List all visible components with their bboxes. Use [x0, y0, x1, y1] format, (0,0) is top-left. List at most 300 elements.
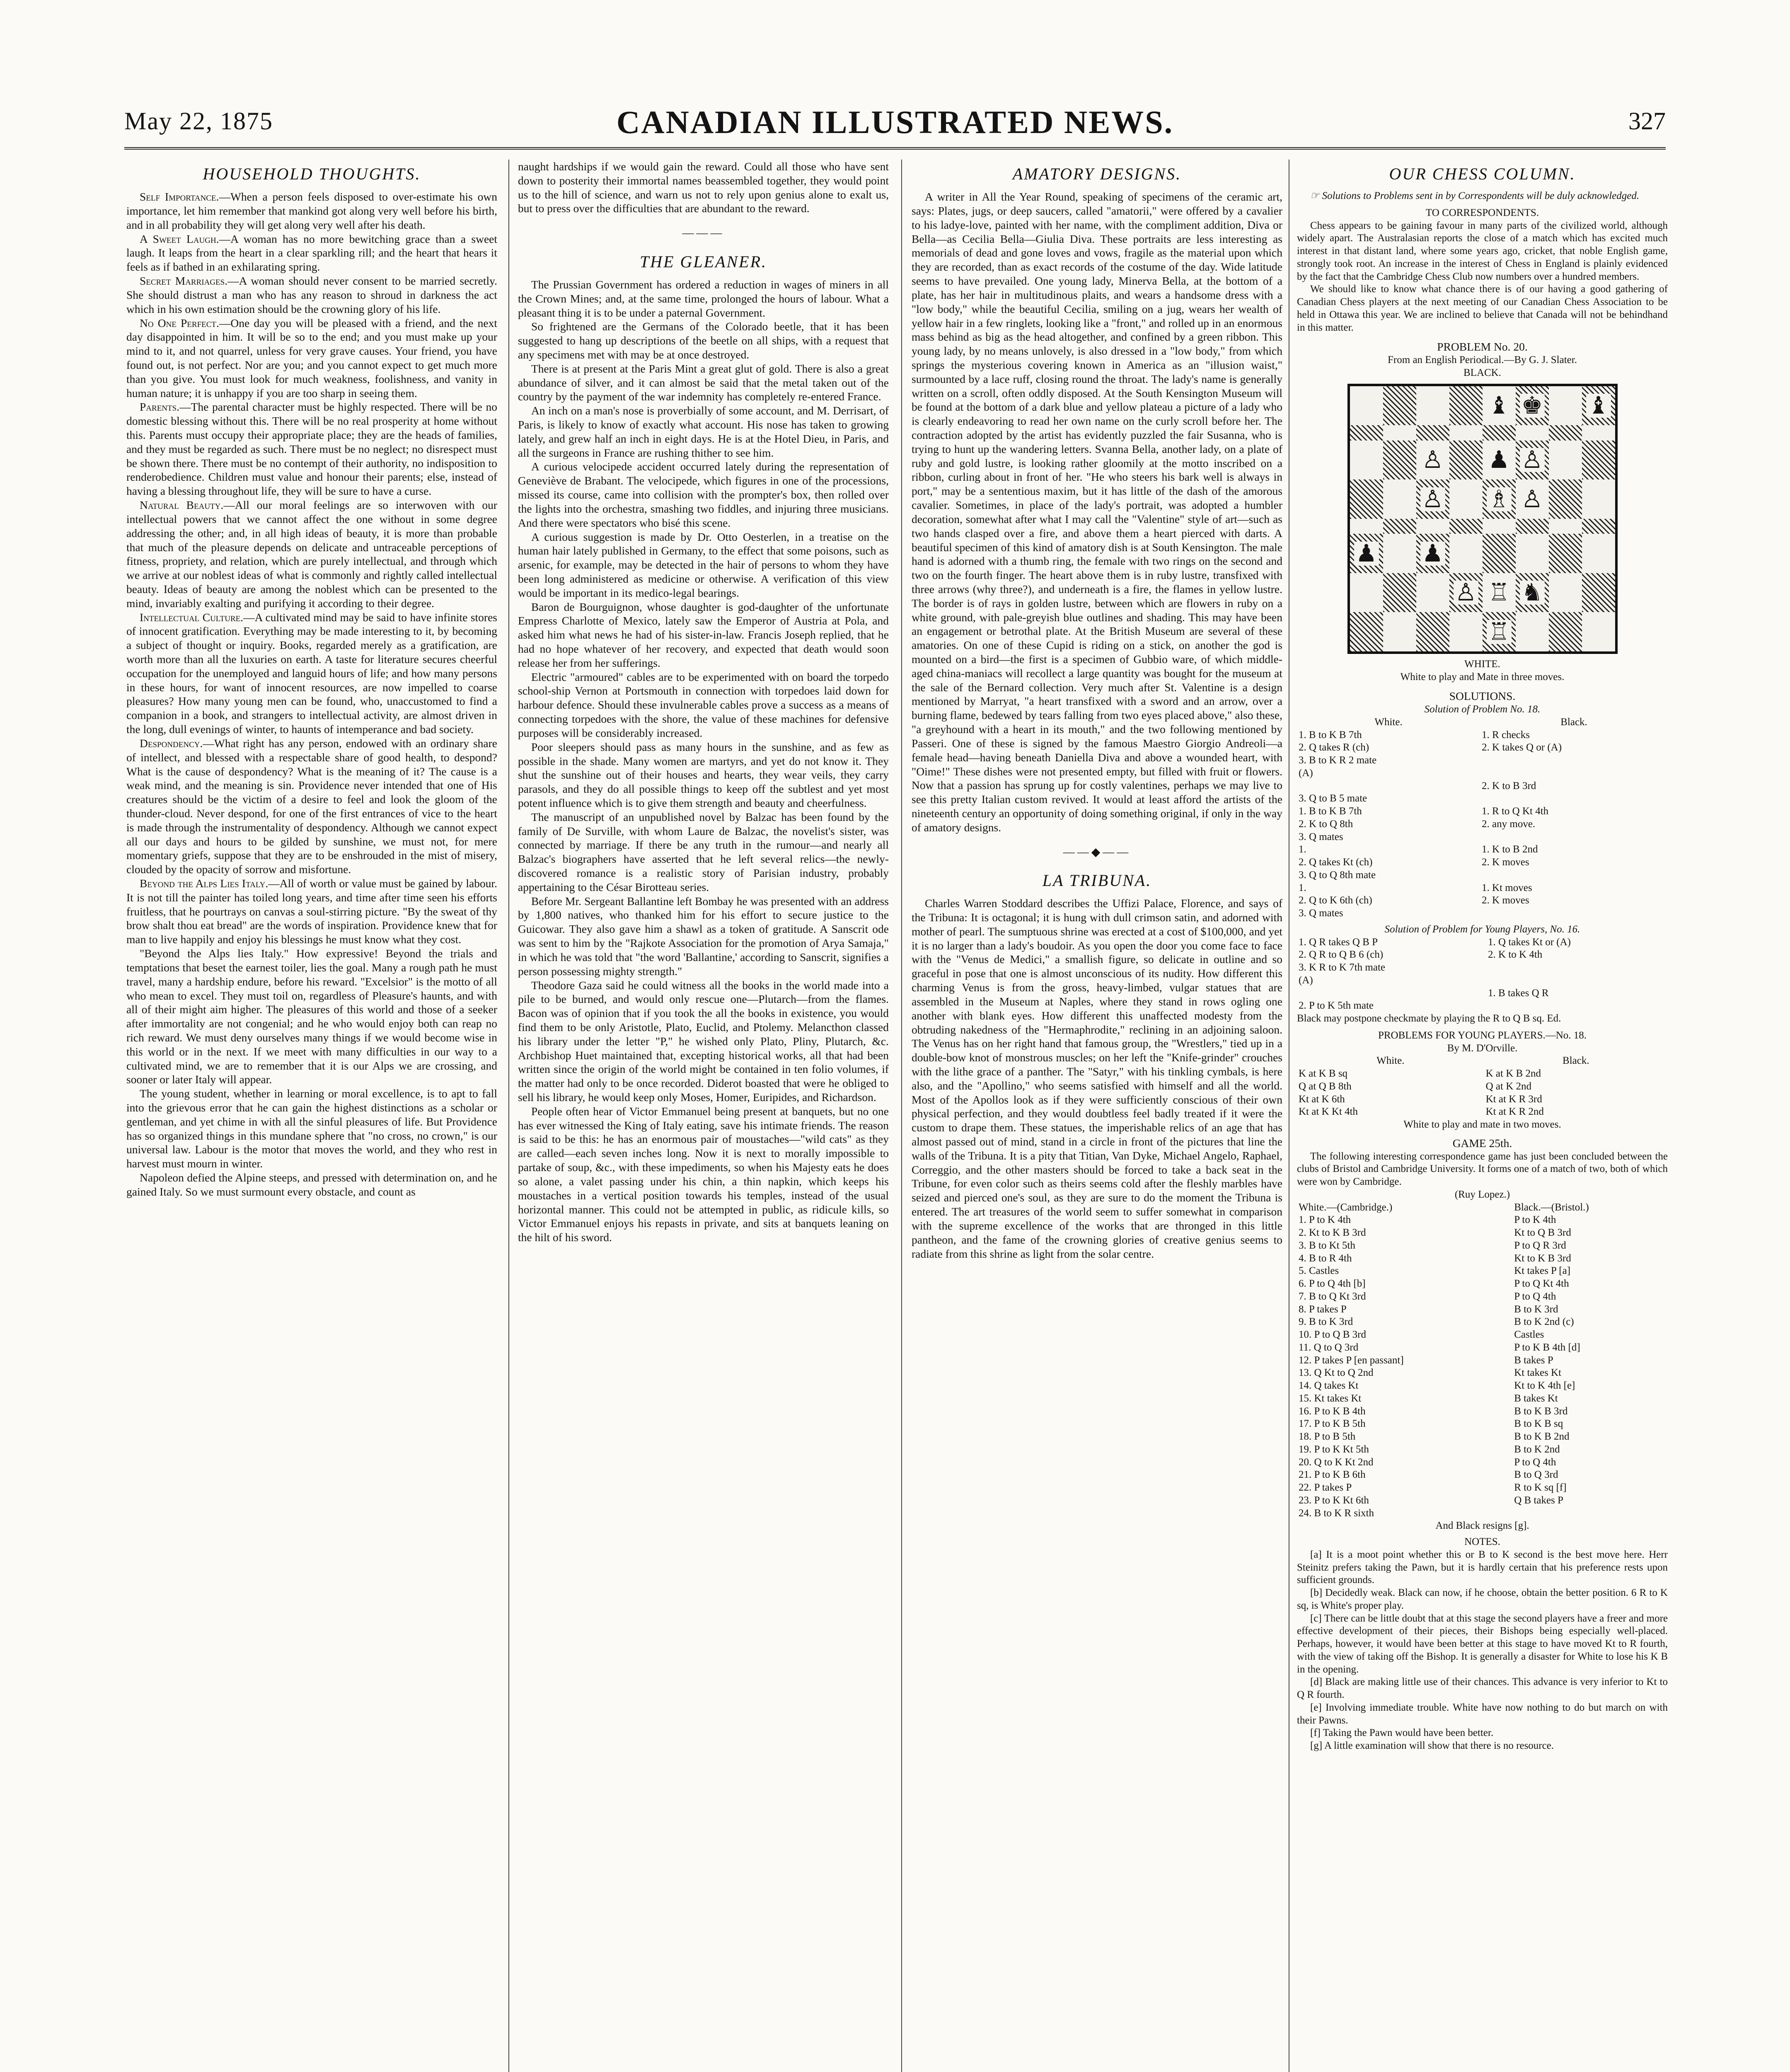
- board-square: [1516, 573, 1549, 612]
- game-moves-table: [1297, 1201, 1668, 1520]
- white-move: 13. Q Kt to Q 2nd: [1299, 1367, 1374, 1379]
- white-move: (A): [1299, 974, 1313, 986]
- board-square: [1582, 441, 1615, 480]
- board-square: [1516, 441, 1549, 480]
- move-row: [1297, 780, 1668, 793]
- white-move: 6. P to Q 4th [b]: [1299, 1278, 1366, 1290]
- white-move: Q at Q B 8th: [1299, 1080, 1352, 1092]
- white-move: 1. B to K B 7th: [1299, 806, 1362, 817]
- paragraph: An inch on a man's nose is proverbially of some account, and M. Derrisart, of Paris, is likely to know of exactly what account. His nose has taken to growing lately, and grew half an inch in eight days. He is at the Hotel Dieu, in Paris, and all the surgeons in France are rushing thither to see him.: [518, 404, 889, 459]
- problem-caption: White to play and Mate in three moves.: [1400, 671, 1565, 683]
- paragraph: Charles Warren Stoddard describes the Uffizi Palace, Florence, and says of the Tribuna: It is octagonal; it is hung with dull crimson satin, and adorned with mother of pearl. The sumptuous shrine was erected at a cost of $100,000, and yet it is no larger than a lady's boudoir. As you open the door you come face to face with the "Venus de Medici," a smallish figure, so delicate in outline and so graceful in pose that one is almost unconscious of its nudity. How different this charming Venus is from the gross, heavy-limbed, vulgar statues that are assembled in the Museum at Naples, where they stand in rows ogling one another with blank eyes. How different this unaffected modesty from the obtruding nakedness of the "Hermaphrodite," reclining in an adjoining saloon. The Venus has on her right hand that famous group, the "Wrestlers," tied up in a double-bow knot of monstrous muscles; on her left the "Knife-grinder" crouches with the lithe grace of a panther. The "Satyr," with his tinkling cymbals, is here also, and the "Apollino," who seems satisfied with himself and all the world. Most of the Apollos look as if they were sufficiently conscious of their own physical perfection, and they would doubtless feel badly treated if it were the custom to drape them. These statues, the imperishable relics of an age that has almost passed out of mind, stand in a circle in front of the pictures that line the walls of the Tribuna. It is a pity that Titian, Van Dyke, Michael Angelo, Raphael, Correggio, and the other masters should be forced to take a back seat in the Tribune, for even color such as theirs seems cold after the fleshly marbles have seized and pierced one's soul, as they are sure to do the moment the Tribuna is entered. The art treasures of the world seem to suffer somewhat in comparison with the supreme excellence of the works that are thronged in this little pantheon, and the fame of the crowning glories of creative genius seems to radiate from this shrine as light from the solar centre.: [912, 897, 1282, 1260]
- black-move: 2. K takes Q or (A): [1482, 742, 1562, 753]
- board-square: [1383, 534, 1416, 573]
- board-square: [1483, 612, 1516, 651]
- board-square: [1383, 519, 1416, 534]
- paragraph: [126, 610, 497, 736]
- page-number: 327: [1628, 107, 1666, 135]
- white-move: 1. Q R takes Q B P: [1299, 936, 1378, 948]
- white-move: 8. P takes P: [1299, 1303, 1347, 1315]
- paragraph-text: —A cultivated mind may be said to have infinite stores of innocent gratification. Everything may be made interesting to it, by becoming a subject of thought or inquiry. Books, regarded merely as a gratification, are worth more than all the luxuries on earth. A taste for literature secures cheerful occupation for the unemployed and languid hours of life; and how many persons in these hours, for want of innocent resources, are now impelled to coarse pleasures? How many young men can be found, who, unaccustomed to find a companion in a book, and strangers to intellectual activity, are almost driven in the long, dull evenings of winter, to haunts of intemperance and bad society.: [126, 610, 497, 736]
- paragraph: The manuscript of an unpublished novel by Balzac has been found by the family of De Surville, with whom Laure de Balzac, the novelist's sister, was connected by marriage. If there be any truth in the rumour—and nearly all Balzac's biographers have asserted that he left several relics—the newly-discovered romance is a realistic story of Parisian industry, probably appertaining to the César Birotteau series.: [518, 810, 889, 893]
- move-row: [1297, 1303, 1668, 1316]
- white-move: 21. P to K B 6th: [1299, 1469, 1366, 1481]
- young-players-table: [1297, 1055, 1668, 1118]
- white-move: 12. P takes P [en passant]: [1299, 1354, 1404, 1366]
- board-square: [1383, 425, 1416, 441]
- move-row: [1297, 1367, 1668, 1380]
- board-square: [1350, 425, 1383, 441]
- board-square: [1449, 612, 1483, 651]
- board-square: [1416, 612, 1449, 651]
- move-row: [1297, 729, 1668, 742]
- paragraph: [f] Taking the Pawn would have been better.: [1310, 1727, 1494, 1739]
- paragraph-text: —All of worth or value must be gained by labour. It is not till the painter has toiled long years, and time after time seen his efforts fruitless, that he pourtrays on canvas a soul-stirring picture. "By the sweat of thy brow shalt thou eat bread" are the words of inspiration. Providence knew that for man to live happily and enjoy his blessings he must know what they cost.: [126, 877, 497, 946]
- continued-paragraph: naught hardships if we would gain the reward. Could all those who have sent down to posterity their immortal names beassembled together, they would point us to the hill of science, and warn us not to rely upon genius alone to exalt us, but to press over the difficulties that are abundant to the reward.: [518, 160, 889, 215]
- black-move: Kt to Q B 3rd: [1514, 1227, 1571, 1239]
- paragraph-heading: Intellectual Culture.: [140, 610, 244, 624]
- black-move: 2. K to B 3rd: [1482, 780, 1536, 792]
- white-label: WHITE.: [1464, 658, 1500, 670]
- white-move: [1297, 780, 1480, 793]
- paragraph-heading: Self Importance.: [140, 190, 219, 203]
- white-move: 2. Q takes Kt (ch): [1299, 857, 1373, 868]
- article-body: [126, 190, 497, 1199]
- move-row: [1297, 987, 1668, 1000]
- board-square: [1449, 534, 1483, 573]
- board-square: [1582, 573, 1615, 612]
- paragraph-heading: Natural Beauty.: [140, 499, 224, 512]
- move-row: [1297, 1265, 1668, 1278]
- white-move: 5. Castles: [1299, 1265, 1339, 1277]
- black-king-icon: ♚: [1520, 394, 1545, 418]
- white-move: 3. Q to Q 8th mate: [1299, 869, 1376, 881]
- black-move: B to K B sq: [1514, 1418, 1563, 1430]
- black-move: 1. R checks: [1482, 729, 1530, 741]
- board-square: [1383, 612, 1416, 651]
- newspaper-title: CANADIAN ILLUSTRATED NEWS.: [616, 104, 1174, 140]
- board-square: [1449, 573, 1483, 612]
- board-square: [1549, 425, 1582, 441]
- black-pawn-icon: ♟: [1420, 542, 1445, 566]
- section-title: LA TRIBUNA.: [1042, 871, 1152, 890]
- white-move: 3. Q mates: [1299, 831, 1343, 842]
- black-move: Kt to K B 3rd: [1514, 1252, 1571, 1264]
- move-row: [1297, 1341, 1668, 1354]
- game-black-header: Black.—(Bristol.): [1514, 1201, 1589, 1213]
- move-row: [1297, 1469, 1668, 1481]
- white-move: 1. P to K 4th: [1299, 1214, 1351, 1226]
- move-row: [1297, 831, 1668, 844]
- black-move: [1480, 907, 1668, 920]
- paragraph: [126, 498, 497, 610]
- white-move: 1. B to K B 7th: [1299, 729, 1362, 741]
- move-row: [1297, 1443, 1668, 1456]
- paragraph: Poor sleepers should pass as many hours in the sunshine, and as few as possible in the shade. Many women are martyrs, and yet do not know it. They shut the sunshine out of their houses and hearts, they wear veils, they carry parasols, and they do all possible things to keep off the subtlest and yet most potent influence which is to give them strength and beauty and cheerfulness.: [518, 740, 889, 809]
- move-row: [1297, 936, 1668, 949]
- move-row: [1297, 894, 1668, 907]
- board-square: [1350, 519, 1383, 534]
- board-square: [1516, 534, 1549, 573]
- black-move: 1. K to B 2nd: [1482, 844, 1538, 855]
- move-row: [1297, 1214, 1668, 1227]
- solution-18-table: [1297, 716, 1668, 920]
- correspondents-body: [1297, 220, 1668, 334]
- white-move: 16. P to K B 4th: [1299, 1405, 1366, 1417]
- paragraph-heading: Secret Marriages.: [140, 274, 228, 288]
- white-move: 2. Q takes R (ch): [1299, 742, 1369, 753]
- board-square: [1582, 479, 1615, 519]
- solution-16-heading: Solution of Problem for Young Players, No. 16.: [1384, 923, 1580, 935]
- white-pawn-icon: ♙: [1420, 448, 1445, 472]
- paragraph: [a] It is a moot point whether this or B to K second is the best move here. Herr Steinitz prefers taking the Pawn, but it is hardly certain that his preference rests upon sufficient grounds.: [1297, 1549, 1668, 1586]
- move-row: [1297, 741, 1668, 754]
- board-square: [1483, 534, 1516, 573]
- paragraph: A writer in All the Year Round, speaking of specimens of the ceramic art, says: Plates, jugs, or deep saucers, called "amatorii," were offered by a cavalier to his ladye-love, painted with her name, with the compliment addition, Diva or Bella—as Cecilia Bella—Giulia Diva. These portraits are less interesting as memorials of dead and gone loves and vows, fragile as the material upon which they are recorded, than as exact records of the costume of the day. Wide latitude seems to have prevailed. One young lady, Minerva Bella, at the bottom of a plate, has her hair in multitudinous plaits, and wears a handsome dress with a "low body," while the beautiful Cecilia, smiling on a jug, wears her wealth of yellow hair in a few ringlets, looking like a "front," and rolled up in an enormous mass behind as big as the head altogether, and confined by a green ribbon. This young lady, by no means unlovely, is also dressed in a "low body," from which springs the mysterious covering known in America as an "illusion waist," surmounted by a lace ruff, closing round the throat. The lady's name is generally written on a scroll, often oddly disposed. At the South Kensington Museum will be found at the bottom of a dark blue and yellow plateau a picture of a lady who is clearly endeavoring to read her own name on the curly scroll before her. The contraction adopted by the artist has evidently puzzled the fair Susanna, who is trying to hunt up the wandering letters. Svanna Bella, another lady, on a plate of ruby and gold lustre, is looking rather gloomily at the motto inscribed on a ribbon, curling about in front of her. "He who steers his bark well is always in port," may be a sententious maxim, but it has little of the dash of the amorous cavalier. Sometimes, in place of the lady's portrait, was adopted a humbler decoration, somewhat after what I may call the "Valentine" style of art—such as two hands clasped over a fire, and above them a heart pierced with darts. A beautiful specimen of this kind of amatory dish is at South Kensington. The male hand is adorned with a thumb ring, the female with two rings on the second and two on the fourth finger. The heart above them is in ruby lustre, transfixed with three arrows (why three?), and underneath is a fire, the flames in yellow lustre. The border is of rays in golden lustre, between which are flowers in ruby on a white ground, with pale-greyish blue outlines and shading. This may have been an engagement or betrothal plate. At the British Museum are several of these amatories. On one of these Cupid is riding on a stick, on another the god is mounted on a bird—the first is a specimen of Gubbio ware, of which middle-aged china-maniacs will recollect a large quantity was bought for the museum at the sale of the Bernard collection. Very much after St. Valentine is a design mentioned by Marryat, "a heart transfixed with a sword and an arrow, over a burning flame, bedewed by tears falling from two eyes placed above," also these, "a greyhound with a heart in its mouth," and the two following mentioned by Passeri. One of these is signed by the famous Maestro Giorgio Andreoli—a female head—having beneath Daniella Diva and above a wounded heart, with "Oime!" These dishes were not presented empty, but filled with fruit or flowers. Now that a passion has sprung up for costly valentines, perhaps we may live to see this pretty Italian custom revived. It would at least afford the artists of the nineteenth century an opportunity of doing something original, if only in the way of amatory designs.: [912, 190, 1282, 834]
- board-square: [1516, 612, 1549, 651]
- white-pawn-icon: ♙: [1420, 487, 1445, 511]
- white-move: (A): [1299, 767, 1313, 779]
- move-row: [1297, 805, 1668, 818]
- black-move: B to K 3rd: [1514, 1303, 1558, 1315]
- white-move: 4. B to R 4th: [1299, 1252, 1352, 1264]
- board-square: [1483, 573, 1516, 612]
- move-row: [1297, 882, 1668, 895]
- paragraph-text: —The parental character must be highly respected. There will be no domestic blessing without this. There will be no real prosperity at home without this. Parents must occupy their appropriate place; they are the heads of families, and they must be regarded as such. There must be no neglect; no disrespect must be shown there. There must be no contempt of their authority, no indisposition to renderobedience. Children must value and honour their parents; else, instead of having a blessing throughout life, they will be sure to have a curse.: [126, 400, 497, 498]
- move-row: [1297, 869, 1668, 882]
- move-row: [1297, 1405, 1668, 1418]
- black-move: R to K sq [f]: [1514, 1482, 1567, 1493]
- black-move: B to K B 2nd: [1514, 1431, 1570, 1443]
- white-move: 1.: [1299, 882, 1306, 893]
- board-square: [1350, 534, 1383, 573]
- paragraph: Theodore Gaza said he could witness all the books in the world made into a pile to be burned, and would only rescue one—Plutarch—from the flames. Bacon was of opinion that if you took the all the books in existence, you would find them to be only Aristotle, Plato, Euclid, and Ptolemy. Melancthon classed his library under the letter "P," he wished only Plato, Pliny, Plutarch, &c. Archbishop Huet maintained that, excepting historical works, all that had been written since the origin of the world might be contained in ten folio volumes, if the matter had only to be once recorded. Diderot boasted that were he obliged to sell his library, he would keep only Moses, Homer, Euripides, and Richardson.: [518, 978, 889, 1104]
- black-move: Kt takes P [a]: [1514, 1265, 1571, 1277]
- paragraph: [d] Black are making little use of their chances. This advance is very inferior to Kt to Q R fourth.: [1297, 1676, 1668, 1701]
- white-bishop-icon: ♗: [1487, 487, 1512, 511]
- move-row: [1297, 1106, 1668, 1118]
- board-square: [1516, 425, 1549, 441]
- article-body: [912, 896, 1282, 1261]
- black-move: [1512, 1507, 1668, 1520]
- board-square: [1416, 534, 1449, 573]
- board-square: [1416, 425, 1449, 441]
- black-move: [1486, 961, 1668, 974]
- black-move: B to K 2nd (c): [1514, 1316, 1574, 1328]
- white-move: 2. Kt to K B 3rd: [1299, 1227, 1366, 1239]
- paragraph: [126, 876, 497, 946]
- board-square: [1483, 386, 1516, 426]
- paragraph: [126, 316, 497, 400]
- black-move: Kt at K R 3rd: [1485, 1093, 1542, 1105]
- white-move: 2. Q R to Q B 6 (ch): [1299, 949, 1384, 961]
- white-move: 1.: [1299, 844, 1306, 855]
- section-title: HOUSEHOLD THOUGHTS.: [203, 165, 421, 183]
- paragraph-heading: No One Perfect.: [140, 316, 219, 329]
- paragraph: [b] Decidedly weak. Black can now, if he choose, obtain the better position. 6 R to K sq, is White's proper play.: [1297, 1587, 1668, 1611]
- correspondents-note: ☞ Solutions to Problems sent in by Correspondents will be duly acknowledged.: [1310, 190, 1640, 202]
- white-move: 11. Q to Q 3rd: [1299, 1341, 1359, 1353]
- board-square: [1416, 386, 1449, 426]
- move-row: [1297, 1316, 1668, 1329]
- white-move: 15. Kt takes Kt: [1299, 1392, 1362, 1404]
- white-move: 3. Q to B 5 mate: [1299, 793, 1367, 804]
- paragraph: Electric "armoured" cables are to be experimented with on board the torpedo school-ship Vernon at Portsmouth in connection with torpedoes laid down for harbour defence. Should these invulnerable cables prove a success as a means of connecting torpedoes with the shore, the value of these machines for defensive purposes will be considerably increased.: [518, 670, 889, 739]
- black-move: [1480, 831, 1668, 844]
- black-move: Kt at K R 2nd: [1485, 1106, 1544, 1118]
- black-move: Kt to K 4th [e]: [1514, 1380, 1575, 1392]
- black-move: Q at K 2nd: [1485, 1080, 1532, 1092]
- game-result: And Black resigns [g].: [1435, 1520, 1529, 1532]
- paragraph-text: The young student, whether in learning or moral excellence, is to apt to fall into the grievous error that he can gain the highest distinctions as a scholar or gentleman, and yet chime in with all the sinful pleasures of life. But Providence has so organized things in this mundane sphere that "no cross, no crown," is our universal law. Labour is the motor that moves the world, and they who rest in harvest must mourn in winter.: [126, 1087, 497, 1170]
- paragraph: A curious velocipede accident occurred lately during the representation of Geneviève de Brabant. The velocipede, which figures in one of the processions, missed its course, came into collision with the prompter's box, then rolled over the lights into the orchestra, smashing two fiddles, and injuring three musicians. And there were spectators who bisé this scene.: [518, 460, 889, 529]
- paragraph-text: —What right has any person, endowed with an ordinary share of intellect, and blessed with a respectable share of good health, to despond? What is the cause of despondency? What is the meaning of it? The cause is a weak mind, and the meaning is sin. Providence never intended that one of His creatures should be the victim of a desire to feel and look the gloom of the thunder-cloud. Never despond, for one of the first entrances of vice to the heart is made through the instrumentality of despondency. Although we cannot expect all our days and hours to be gilded by sunshine, we must not, for mere momentary griefs, suppose that they are to be enshrouded in the mist of misery, clouded by the opacity of sorrow and misfortune.: [126, 736, 497, 876]
- black-move: [1480, 792, 1668, 805]
- white-move: 7. B to Q Kt 3rd: [1299, 1290, 1366, 1302]
- black-move: [1480, 869, 1668, 882]
- black-move: P to K B 4th [d]: [1514, 1341, 1580, 1353]
- article-body: [912, 190, 1282, 834]
- black-column-header: Black.: [1560, 716, 1587, 728]
- board-square: [1383, 386, 1416, 426]
- issue-date: May 22, 1875: [124, 107, 273, 135]
- board-square: [1483, 425, 1516, 441]
- black-move: B to Q 3rd: [1514, 1469, 1558, 1481]
- black-move: 1. R to Q Kt 4th: [1482, 806, 1549, 817]
- move-row: [1297, 1227, 1668, 1239]
- board-square: [1449, 425, 1483, 441]
- white-move: 17. P to K B 5th: [1299, 1418, 1366, 1430]
- move-row: [1297, 1507, 1668, 1520]
- white-move: 3. Q mates: [1299, 908, 1343, 919]
- white-move: 3. B to K R 2 mate: [1299, 755, 1377, 766]
- board-square: [1449, 479, 1483, 519]
- black-move: Q B takes P: [1514, 1494, 1563, 1506]
- paragraph: [g] A little examination will show that there is no resource.: [1310, 1740, 1554, 1752]
- board-square: [1582, 534, 1615, 573]
- move-row: [1297, 949, 1668, 961]
- move-row: [1297, 754, 1668, 767]
- solutions-heading: SOLUTIONS.: [1449, 690, 1516, 703]
- white-move: 18. P to B 5th: [1299, 1431, 1356, 1443]
- move-row: [1297, 1494, 1668, 1507]
- column-amatory-designs: [912, 160, 1282, 2072]
- move-row: [1297, 907, 1668, 920]
- board-square: [1416, 573, 1449, 612]
- black-move: [1480, 754, 1668, 767]
- paragraph-text: —When a person feels disposed to over-estimate his own importance, let him remember that mankind got along very well before his birth, and in all probability they will get along very well after his death.: [126, 190, 497, 231]
- board-square: [1483, 441, 1516, 480]
- move-row: [1297, 767, 1668, 780]
- black-move: [1486, 1000, 1668, 1012]
- white-move: 24. B to K R sixth: [1299, 1507, 1374, 1519]
- black-move: 2. K to K 4th: [1488, 949, 1543, 961]
- paragraph: [126, 1087, 497, 1171]
- board-square: [1350, 386, 1383, 426]
- move-row: [1297, 1080, 1668, 1093]
- black-move: P to Q R 3rd: [1514, 1239, 1566, 1251]
- white-move: 3. K R to K 7th mate: [1299, 962, 1386, 973]
- black-move: 1. B takes Q R: [1488, 987, 1549, 999]
- paragraph: [126, 1171, 497, 1199]
- paragraph: People often hear of Victor Emmanuel being present at banquets, but no one has ever witnessed the King of Italy eating, save his intimate friends. The reason is said to be this: he has an enormous pair of moustaches—"wild cats" as they are called—each seven inches long. Now it is next to morally impossible to partake of soup, &c., with these impediments, so when his Majesty eats he does so alone, a valet passing under his chin, a thin napkin, which keeps his moustaches in a vertical position towards his temples, instead of the usual horizontal manner. This could not be attempted in public, as ridicule kills, so Victor Emmanuel enjoys his repasts in private, and sits at banquets leaning on the hilt of his sword.: [518, 1104, 889, 1244]
- white-move: 9. B to K 3rd: [1299, 1316, 1353, 1328]
- board-square: [1549, 519, 1582, 534]
- pointing-hand-icon: ☞: [1310, 190, 1322, 202]
- move-row: [1297, 818, 1668, 831]
- notes-heading: NOTES.: [1464, 1536, 1500, 1548]
- move-row: [1297, 974, 1668, 987]
- white-pawn-icon: ♙: [1520, 487, 1545, 511]
- white-move: 2. Q to K 6th (ch): [1299, 895, 1372, 906]
- white-move: K at K B sq: [1299, 1068, 1348, 1080]
- move-row: [1297, 1354, 1668, 1367]
- board-square: [1549, 441, 1582, 480]
- board-square: [1383, 479, 1416, 519]
- black-move: P to Q Kt 4th: [1514, 1278, 1569, 1290]
- black-move: P to Q 4th: [1514, 1456, 1556, 1468]
- paragraph: The Prussian Government has ordered a reduction in wages of miners in all the Crown Mines; and, at the same time, prolonged the hours of labour. What a pleasant thing it is to be under a paternal Government.: [518, 278, 889, 319]
- move-row: [1297, 1392, 1668, 1405]
- black-label: BLACK.: [1463, 367, 1501, 378]
- problem-title: PROBLEM No. 20.: [1437, 340, 1528, 353]
- black-move: 1. Q takes Kt or (A): [1488, 936, 1571, 948]
- paragraph: [c] There can be little doubt that at this stage the second players have a freer and more effective development of their pieces, their Bishops being especially well-placed. Perhaps, however, it would have been better at this stage to have moved Kt to R fourth, with the view of taking off the Bishop. It is generally a disaster for White to lose his K B in the opening.: [1297, 1612, 1668, 1675]
- ornament-divider: ——◆——: [1063, 845, 1131, 859]
- paragraph-heading: Despondency.: [140, 736, 203, 750]
- paragraph-text: "Beyond the Alps lies Italy." How expressive! Beyond the trials and temptations that beset the earnest toiler, lies the goal. Many a rough path he must travel, many a hardship endure, before his reward. "Excelsior" is the motto of all who mean to excel. They must toil on, regardless of Pleasure's haunts, and with all of their might aim higher. The pleasures of this world and those of a seeker after immortality are not congenial; and he who would enjoy both can reap no rich reward. We must deny ourselves many things if we would become wise in this world or in the next. If we meet with many difficulties in our way to a cultivated mind, we are to remember that it is our Alps we are crossing, and sooner or later Italy will appear.: [126, 947, 497, 1086]
- paragraph: [126, 400, 497, 498]
- black-move: Kt takes Kt: [1514, 1367, 1562, 1379]
- white-move: Kt at K 6th: [1299, 1093, 1345, 1105]
- correspondents-heading: TO CORRESPONDENTS.: [1425, 207, 1539, 218]
- board-square: [1516, 479, 1549, 519]
- board-square: [1483, 479, 1516, 519]
- board-square: [1350, 479, 1383, 519]
- board-square: [1582, 425, 1615, 441]
- move-row: [1297, 961, 1668, 974]
- white-move: 3. B to Kt 5th: [1299, 1239, 1355, 1251]
- board-square: [1350, 441, 1383, 480]
- young-players-caption: White to play and mate in two moves.: [1403, 1119, 1561, 1130]
- white-pawn-icon: ♙: [1454, 581, 1478, 605]
- paragraph: [e] Involving immediate trouble. White have now nothing to do but march on with their Pawns.: [1297, 1702, 1668, 1726]
- black-move: B to K B 3rd: [1514, 1405, 1568, 1417]
- paragraph-text: —All our moral feelings are so interwoven with our intellectual powers that we cannot affect the one without in some degree addressing the other; and, in all high ideas of beauty, it is more than probable that much of the pleasure depends on delicate and untraceable perceptions of fitness, propriety, and relation, which are purely intellectual, and through which we arrive at our noblest ideas of what is commonly and rightly called intellectual beauty. Ideas of beauty are among the noblest which can be presented to the mind, invariably exalting and purifying it according to their degree.: [126, 499, 497, 610]
- black-move: P to Q 4th: [1514, 1290, 1556, 1302]
- problem-source: From an English Periodical.—By G. J. Slater.: [1388, 354, 1577, 366]
- paragraph: There is at present at the Paris Mint a great glut of gold. There is also a great abundance of silver, and it can almost be said that the metal taken out of the country by the payment of the war indemnity has completely re-entered France.: [518, 362, 889, 403]
- paragraph-heading: Parents.: [140, 400, 180, 414]
- white-column-header: White.: [1376, 1055, 1405, 1067]
- black-move: 2. any move.: [1482, 818, 1536, 830]
- move-row: [1297, 1278, 1668, 1290]
- move-row: [1297, 1481, 1668, 1494]
- young-players-author: By M. D'Orville.: [1447, 1042, 1518, 1054]
- move-row: [1297, 1290, 1668, 1303]
- solution-16-table: [1297, 936, 1668, 1013]
- white-move: 19. P to K Kt 5th: [1299, 1443, 1369, 1455]
- board-square: [1582, 612, 1615, 651]
- game-intro: The following interesting correspondence game has just been concluded between the clubs of Bristol and Cambridge University. It forms one of a match of two, both of which were won by Cambridge.: [1297, 1150, 1668, 1188]
- paragraph: [126, 190, 497, 232]
- masthead: [124, 104, 1666, 141]
- move-row: [1297, 1239, 1668, 1252]
- move-row: [1297, 1418, 1668, 1431]
- board-square: [1383, 441, 1416, 480]
- board-square: [1549, 573, 1582, 612]
- article-body: [518, 278, 889, 1244]
- black-move: [1486, 974, 1668, 987]
- column-household-thoughts: [126, 160, 497, 2072]
- paragraph: Before Mr. Sergeant Ballantine left Bombay he was presented with an address by 1,800 natives, who thanked him for his effort to secure justice to the Guicowar. They also gave him a shawl as a token of gratitude. A Sanscrit ode was sent to him by the "Rajkote Association for the promotion of Arya Samaja," in which he was told that "the word 'Ballantine,' according to Sanscrit, signifies a person possessing mighty strength.": [518, 894, 889, 978]
- white-move: 23. P to K Kt 6th: [1299, 1494, 1369, 1506]
- paragraph: [126, 946, 497, 1087]
- board-square: [1516, 519, 1549, 534]
- black-move: P to K 4th: [1514, 1214, 1556, 1226]
- board-square: [1449, 441, 1483, 480]
- move-row: [1297, 1329, 1668, 1341]
- black-move: B to K 2nd: [1514, 1443, 1560, 1455]
- paragraph: We should like to know what chance there is of our having a good gathering of Canadian Chess players at the next meeting of our Canadian Chess Association to be held in Ottawa this year. We are inclined to believe that Canada will not be behindhand in this matter.: [1297, 283, 1668, 333]
- move-row: [1297, 1067, 1668, 1080]
- ornament-divider: ———: [682, 227, 725, 240]
- white-move: 2. K to Q 8th: [1299, 818, 1353, 830]
- paragraph-text: Napoleon defied the Alpine steeps, and pressed with determination on, and he gained Italy. So we must surmount every obstacle, and count as: [126, 1171, 497, 1198]
- board-square: [1449, 386, 1483, 426]
- game-white-header: White.—(Cambridge.): [1299, 1201, 1393, 1213]
- board-square: [1416, 441, 1449, 480]
- board-square: [1383, 573, 1416, 612]
- black-pawn-icon: ♟: [1354, 542, 1379, 566]
- paragraph: So frightened are the Germans of the Colorado beetle, that it has been suggested to hang up descriptions of the beetle on all ships, with a request that any specimens met with may be at once destroyed.: [518, 320, 889, 361]
- board-square: [1549, 612, 1582, 651]
- white-move: [1297, 987, 1486, 1000]
- move-row: [1297, 856, 1668, 869]
- move-row: [1297, 1093, 1668, 1106]
- paragraph: Baron de Bourguignon, whose daughter is god-daughter of the unfortunate Empress Charlotte of Mexico, lately saw the Emperor of Austria at Pola, and asked him what news he had of his sister-in-law. Francis Joseph replied, that he had no hope whatever of her recovery, and expected that death would soon release her from her sufferings.: [518, 600, 889, 669]
- board-square: [1549, 386, 1582, 426]
- paragraph-text: —A woman has no more bewitching grace than a sweet laugh. It leaps from the heart in a clear sparkling rill; and the heart that hears it feels as if bathed in an exhilarating spring.: [126, 232, 497, 274]
- paragraph-text: —One day you will be pleased with a friend, and the next day disappointed in him. It will be so to the end; and you must make up your mind to it, and not quarrel, unless for very grave causes. Your friend, you have found out, is not perfect. Nor are you; and you cannot expect to get much more than you give. You must look for much weakness, foolishness, and vanity in human nature; it is unhappy if you are too sharp in seeing them.: [126, 316, 497, 399]
- column-divider: [901, 160, 902, 2072]
- white-pawn-icon: ♙: [1520, 448, 1545, 472]
- paragraph: [126, 736, 497, 876]
- solution-16-note: Black may postpone checkmate by playing the R to Q B sq. Ed.: [1297, 1013, 1561, 1024]
- move-row: [1297, 843, 1668, 856]
- board-square: [1582, 519, 1615, 534]
- black-move: K at K B 2nd: [1485, 1068, 1541, 1080]
- board-square: [1350, 573, 1383, 612]
- column-chess: [1297, 160, 1668, 2072]
- paragraph: [126, 274, 497, 316]
- section-title: AMATORY DESIGNS.: [1012, 165, 1182, 183]
- section-title: OUR CHESS COLUMN.: [1389, 165, 1576, 183]
- game-opening: (Ruy Lopez.): [1454, 1188, 1510, 1200]
- game-heading: GAME 25th.: [1452, 1136, 1512, 1150]
- white-move: Kt at K Kt 4th: [1299, 1106, 1358, 1118]
- game-notes: [1297, 1549, 1668, 1752]
- black-move: 1. Kt moves: [1482, 882, 1532, 893]
- board-square: [1449, 519, 1483, 534]
- solution-18-heading: Solution of Problem No. 18.: [1424, 704, 1541, 715]
- paragraph: Chess appears to be gaining favour in many parts of the civilized world, although widely apart. The Australasian reports the close of a match which has excited much interest in that distant land, where some years ago, cricket, that noble English game, strongly took root. An increase in the interest of Chess in England is plainly evidenced by the fact that the Cambridge Chess Club now numbers over a hundred members.: [1297, 220, 1668, 282]
- board-square: [1582, 386, 1615, 426]
- move-row: [1297, 792, 1668, 805]
- white-move: 22. P takes P: [1299, 1482, 1352, 1493]
- young-players-heading: PROBLEMS FOR YOUNG PLAYERS.—No. 18.: [1378, 1029, 1587, 1041]
- paragraph-text: —A woman should never consent to be married secretly. She should distrust a man who has any reason to shroud in darkness the act which in his own estimation should be the crowning glory of his life.: [126, 274, 497, 315]
